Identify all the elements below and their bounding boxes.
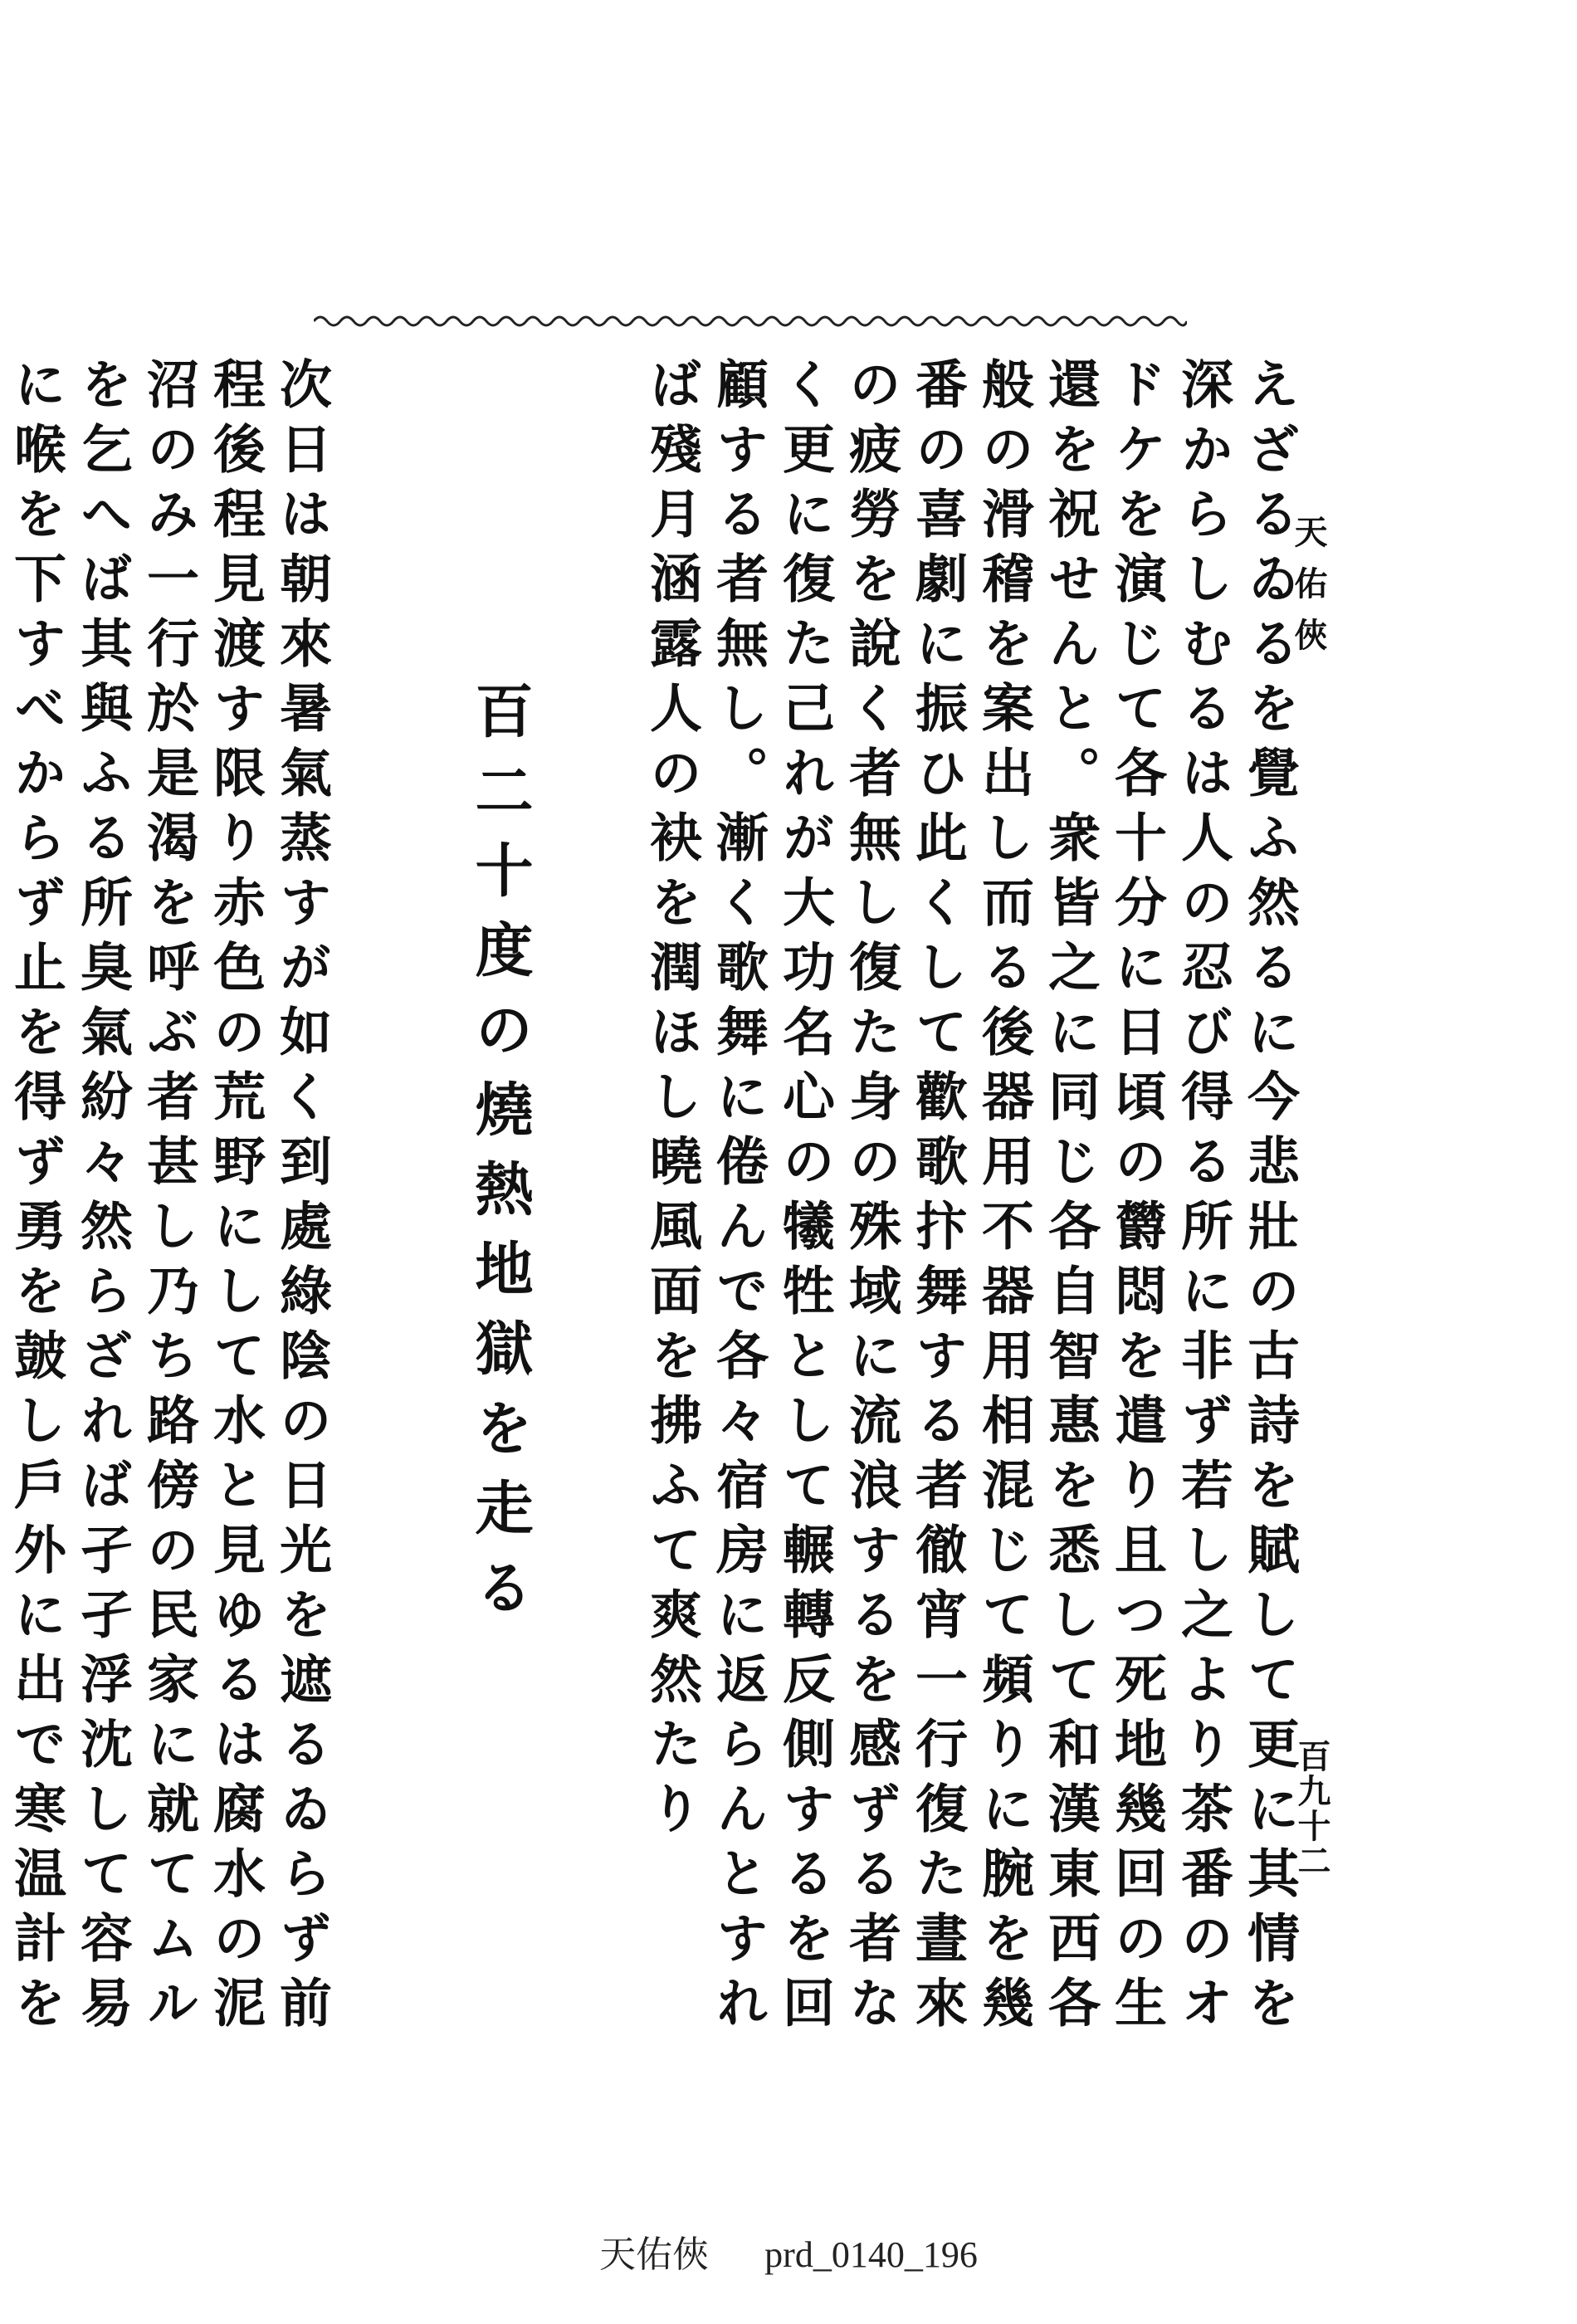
page-footer [0,2224,1577,2278]
body-paragraph-1: えざるゐるを覺ふ然るに今悲壯の古詩を賦して更に其情を深からしむるは人の忍び得る所に非ず若し之より茶番のオドケを演じて各十分に日頃の欝悶を遣り且つ死地幾回の生還を祝せんと。衆皆之に同じ各自智惠を悉して和漢東西各般の滑稽を案出し而る後器用不器用相混じて頻りに腕を幾番の喜劇に振ひ此くして歡歌抃舞する者徹宵一行復た晝來の疲勞を說く者無し復た身の殊域に流浪するを感ずる者なく更に復た己れが大功名心の犧牲として輾轉反側するを回顧する者無し。漸く歌舞に倦んで各々宿房に返らんとすれば殘月涵露人の袂を潤ほし曉風面を拂ふて爽然たり [642,357,1301,2040]
main-text-block [6,357,1303,2075]
section-heading: 百二十度の燒熱地獄を走る [466,681,535,1637]
footer-title: 天佑俠 [599,2234,710,2275]
body-paragraph-2: 次日は朝來暑氣蒸すが如く到處綠陰の日光を遮るゐらず前程後程見渡す限り赤色の荒野にして水と見ゆるは腐水の泥沼のみ一行於是渴を呼ぶ者甚し乃ち路傍の民家に就てムルを乞へば其與ふる所臭氣紛々然らざれば孑孑浮沈して容易に喉を下すべからず止を得ず勇を皷し戶外に出で寒温計を [6,357,333,2040]
running-head: 天佑俠 [1289,515,1328,669]
page-number: 百九十二 [1292,1739,1331,1878]
decorative-wavy-rule [314,309,1187,334]
footer-id: prd_0140_196 [764,2234,978,2275]
